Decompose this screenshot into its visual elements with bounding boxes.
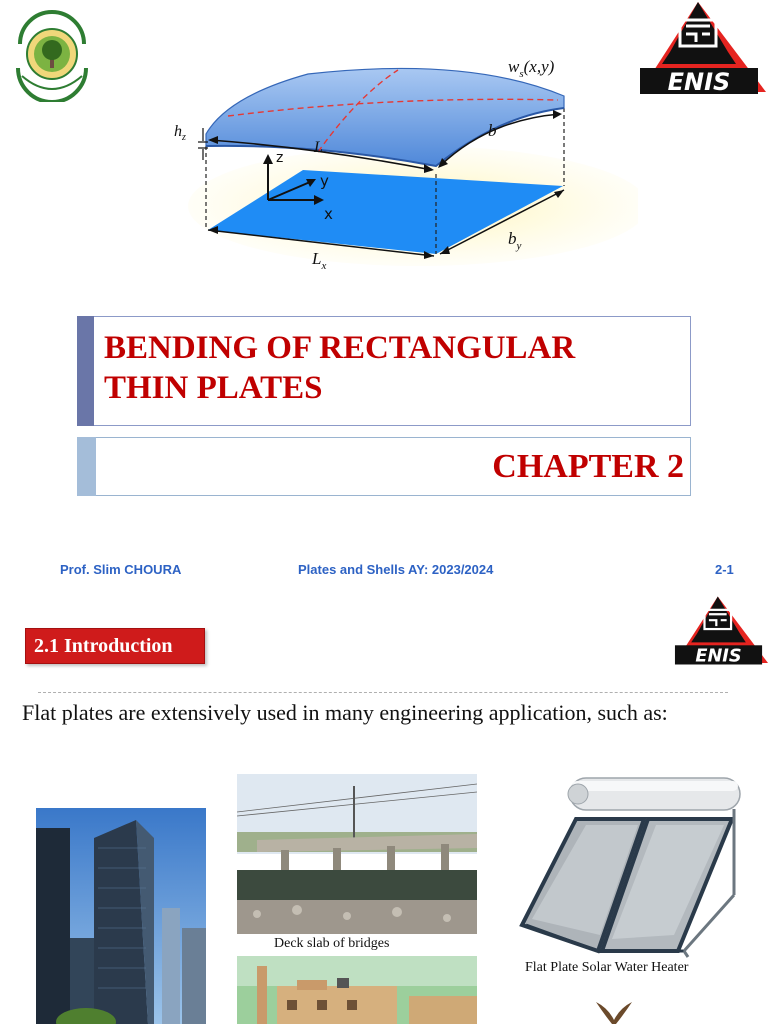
section-heading-badge: 2.1 Introduction bbox=[25, 628, 205, 664]
university-of-sfax-seal-icon bbox=[10, 6, 94, 102]
slide-title bbox=[104, 328, 684, 408]
intro-paragraph: Flat plates are extensively used in many engineering application, such as: bbox=[22, 700, 668, 725]
chapter-accent-bar bbox=[77, 437, 96, 496]
axis-z-label: z bbox=[276, 150, 284, 166]
bridge-deck-photo bbox=[237, 774, 477, 934]
footer-course: Plates and Shells AY: 2023/2024 bbox=[298, 562, 494, 577]
length-flat-label: $L_x$ bbox=[312, 249, 327, 272]
enis-logo-icon bbox=[636, 2, 766, 98]
width-curved-label: b bbox=[488, 121, 497, 140]
solar-water-heater-photo bbox=[516, 775, 744, 958]
footer-author: Prof. Slim CHOURA bbox=[60, 562, 182, 577]
solar-caption: Flat Plate Solar Water Heater bbox=[525, 960, 689, 975]
deflection-label: $w_s(x,y)$ bbox=[508, 57, 555, 80]
footer-page-number: 2-1 bbox=[715, 562, 734, 577]
axis-x-label: x bbox=[324, 205, 333, 223]
enis-logo-icon bbox=[672, 594, 768, 670]
title-line-2: THIN PLATES bbox=[104, 370, 323, 406]
width-flat-label: $b_y$ bbox=[508, 229, 522, 252]
bridge-caption: Deck slab of bridges bbox=[274, 936, 390, 951]
bird-icon bbox=[594, 998, 634, 1024]
length-curved-label: L bbox=[314, 139, 323, 156]
svg-text:ENIS: ENIS bbox=[695, 646, 742, 667]
axis-y-label: y bbox=[320, 172, 329, 190]
section-divider bbox=[38, 692, 728, 693]
glass-skyscrapers-photo bbox=[36, 808, 206, 1024]
title-line-1: BENDING OF RECTANGULAR bbox=[104, 330, 576, 366]
thickness-label: $h_z$ bbox=[174, 123, 186, 143]
chapter-label: CHAPTER 2 bbox=[492, 448, 684, 485]
svg-text:ENIS: ENIS bbox=[667, 68, 731, 96]
plate-bending-figure bbox=[168, 56, 638, 276]
title-accent-bar bbox=[77, 316, 94, 426]
flat-roof-building-photo bbox=[237, 956, 477, 1024]
